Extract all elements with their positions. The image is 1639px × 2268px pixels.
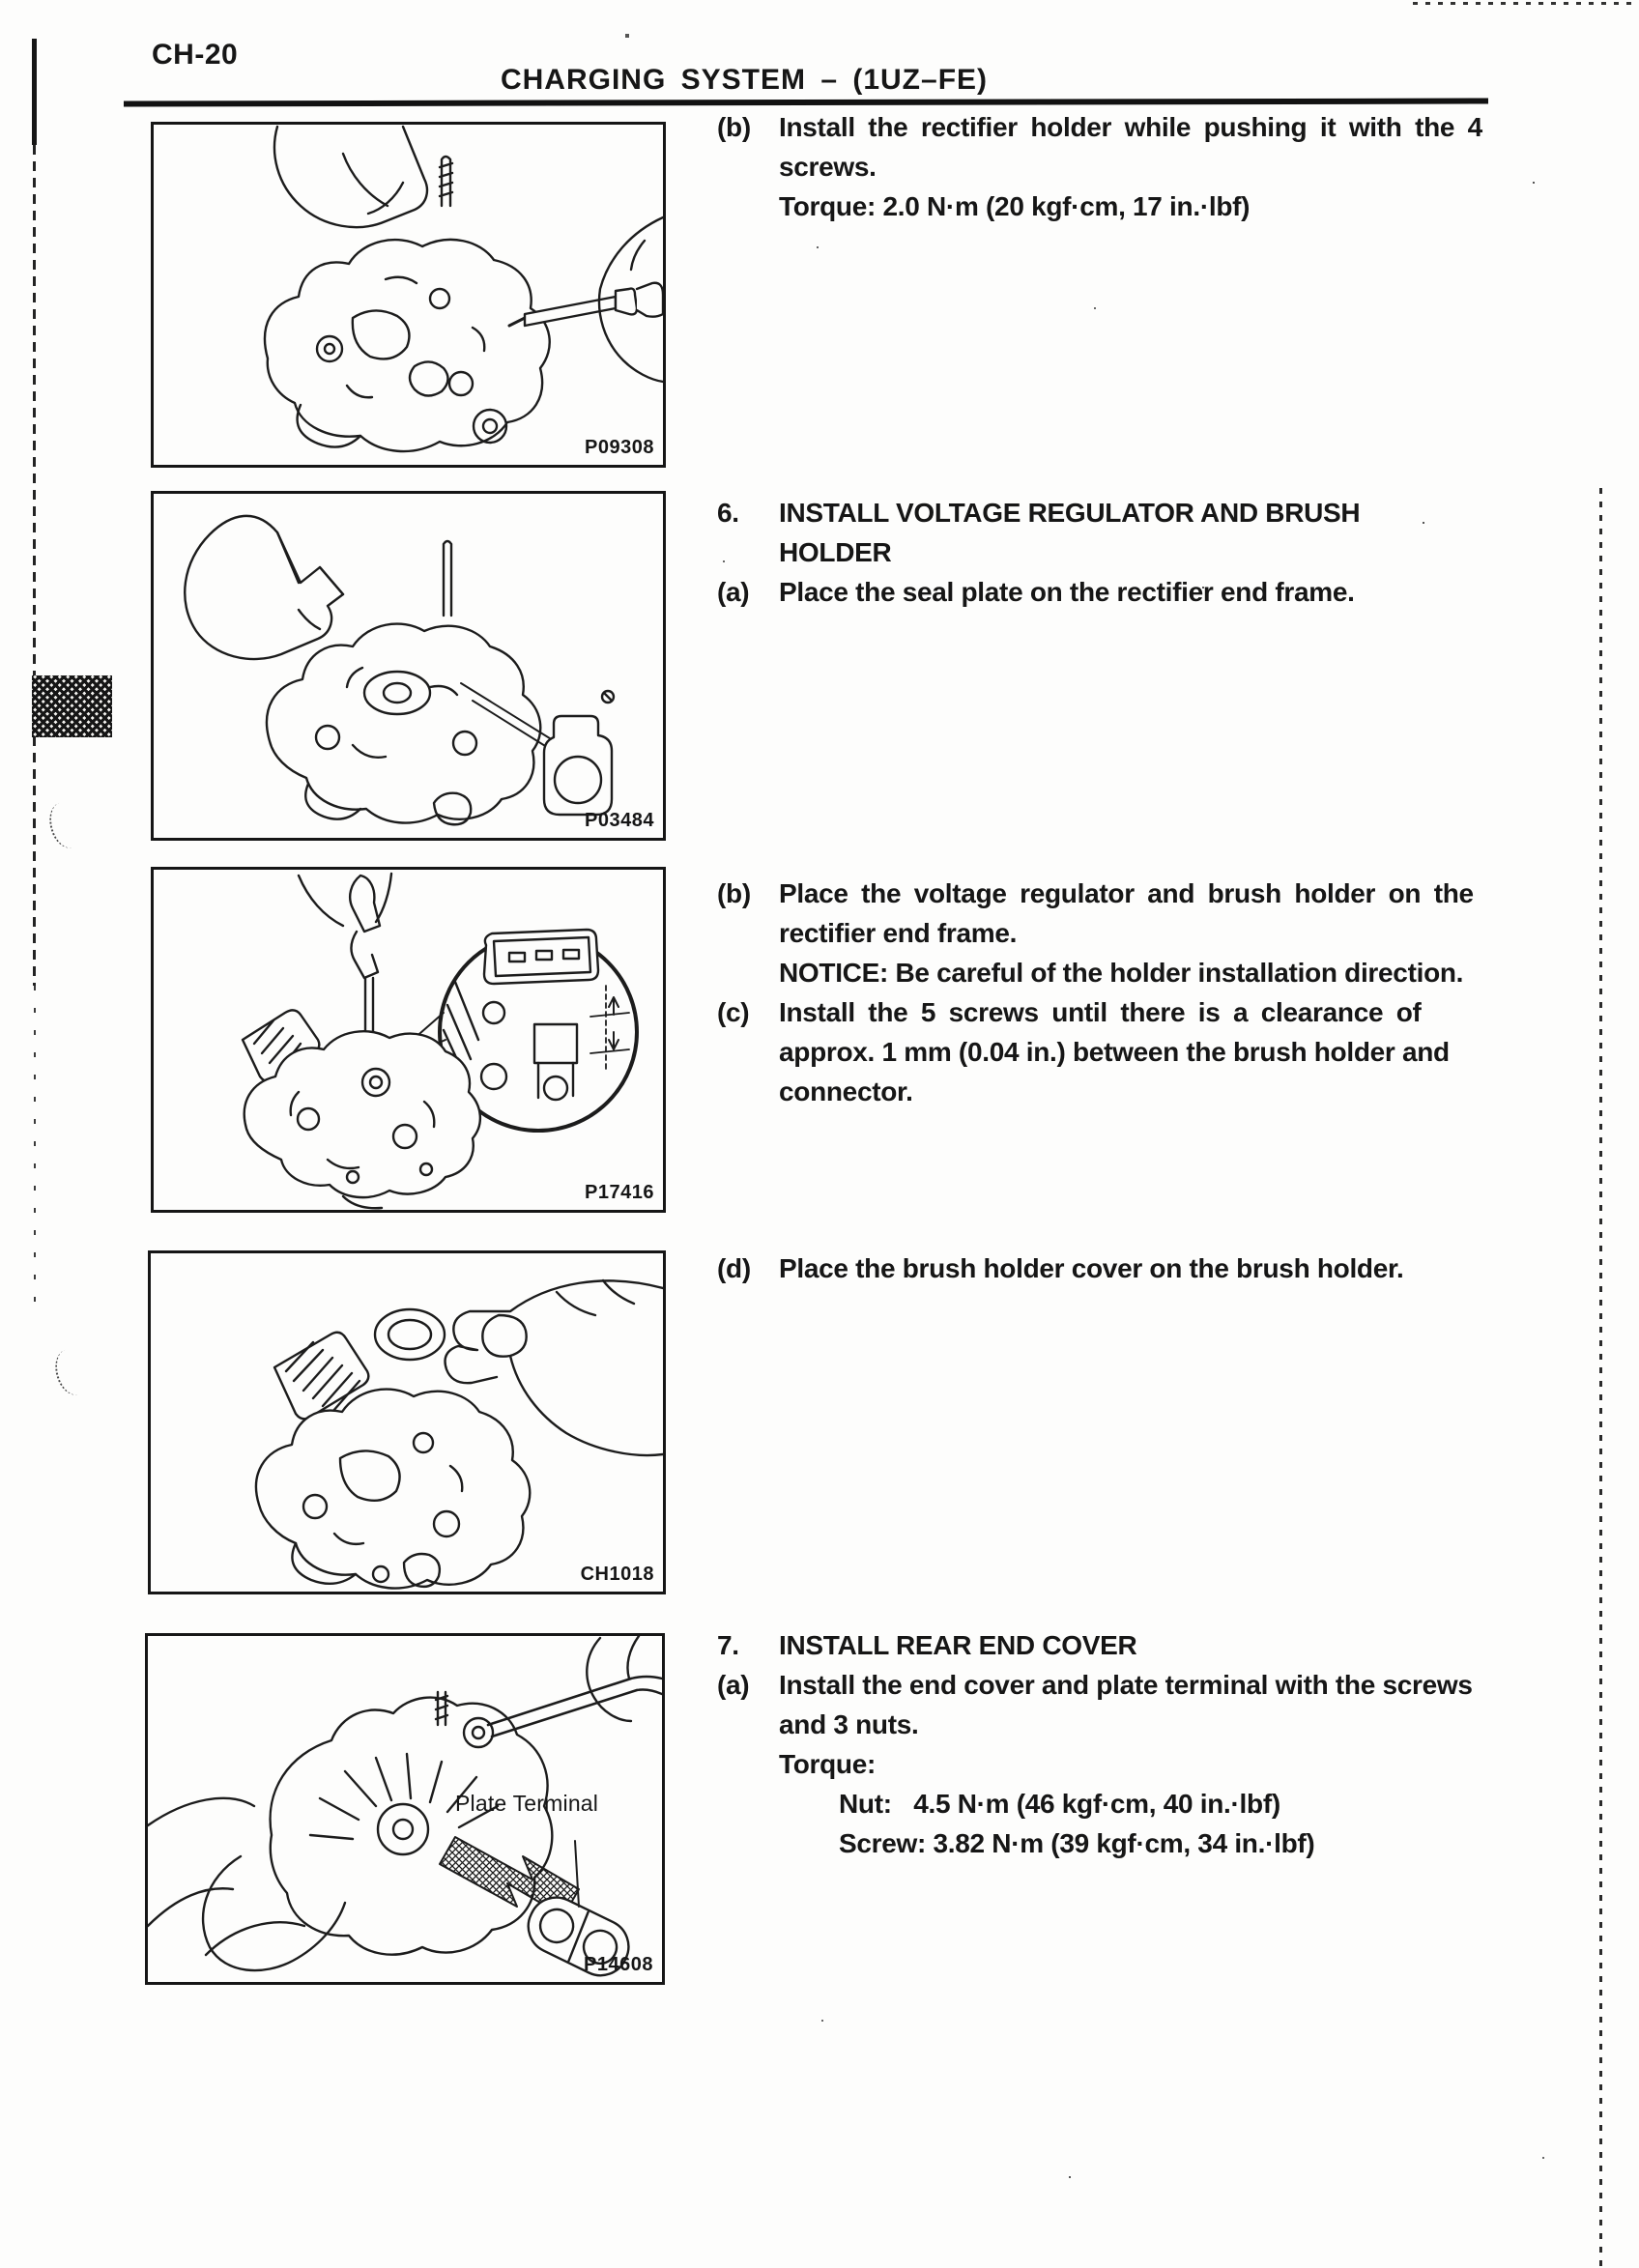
instruction-line [717,532,1502,572]
instruction-block-section-6 [717,493,1502,612]
step-marker: 7. [717,1630,739,1660]
step-text: rectifier end frame. [779,918,1018,948]
figure-code: P09308 [585,437,654,458]
step-text: screws. [779,152,877,182]
step-marker [717,953,779,992]
step-marker [717,1784,779,1823]
step-text: Place the brush holder cover on the brush holder. [779,1253,1404,1283]
instruction-block-rectifier-holder [717,107,1502,226]
step-text: connector. [779,1077,913,1106]
binding-edge-dashes [33,145,36,986]
figure-code: CH1018 [580,1564,654,1585]
step-marker [717,1072,779,1111]
header-rule [124,99,1488,107]
figure-box-5 [145,1633,665,1985]
figure-box-3 [151,867,666,1213]
instruction-line [717,572,1502,612]
step-marker [717,1032,779,1072]
figure-code: P14608 [584,1954,653,1975]
instruction-block-cover [717,1249,1502,1288]
step-text: Install the end cover and plate terminal with the screws [779,1670,1473,1700]
alternator-brush-holder-inset-drawing [154,870,663,1210]
instruction-block-regulator [717,874,1502,1111]
figure-box-1 [151,122,666,468]
instruction-line [717,1823,1502,1863]
step-text: INSTALL REAR END COVER [779,1630,1137,1660]
step-text: Install the 5 screws until there is a clearance of [779,997,1422,1027]
binding-edge-line [32,39,37,145]
page-number: CH-20 [152,39,239,71]
step-text: Place the seal plate on the rectifier end frame. [779,577,1355,607]
alternator-screwdriver-drawing [154,125,663,465]
step-marker: (b) [717,112,751,142]
step-marker [717,913,779,953]
instruction-line [717,1625,1502,1665]
step-text: Place the voltage regulator and brush holder on the [779,878,1474,908]
step-text: INSTALL VOLTAGE REGULATOR AND BRUSH [779,498,1361,528]
figure-code: P03484 [585,810,654,831]
figure-box-4 [148,1250,666,1594]
step-marker [717,532,779,572]
step-marker: (b) [717,878,751,908]
instruction-line [717,493,1502,532]
instruction-line [717,1665,1502,1705]
instruction-line [717,187,1502,226]
instruction-line [717,1705,1502,1744]
scan-curve-artifact [44,799,87,852]
page-edge-dots-right [1599,488,1602,2268]
step-text: Torque: 2.0 N·m (20 kgf·cm, 17 in.·lbf) [779,191,1251,221]
step-marker [717,147,779,187]
page-edge-dots-top [1413,2,1637,5]
section-thumb-tab [32,675,112,737]
instruction-line [717,1072,1502,1111]
step-marker: (a) [717,577,750,607]
step-text: approx. 1 mm (0.04 in.) between the brush holder and [779,1037,1450,1067]
page-title: CHARGING SYSTEM – (1UZ–FE) [500,64,989,96]
instruction-line [717,953,1502,992]
step-marker: (c) [717,997,750,1027]
step-marker: (d) [717,1253,751,1283]
step-text: NOTICE: Be careful of the holder installation direction. [779,958,1464,988]
scan-curve-artifact [50,1346,93,1399]
instruction-line [717,1032,1502,1072]
instruction-line [717,874,1502,913]
instruction-line [717,107,1502,147]
figure-code: P17416 [585,1182,654,1203]
step-marker [717,187,779,226]
plate-terminal-label: Plate Terminal [455,1791,599,1816]
step-marker: 6. [717,498,739,528]
instruction-line [717,147,1502,187]
step-text: Nut: 4.5 N·m (46 kgf·cm, 40 in.·lbf) [839,1789,1280,1819]
instruction-line [717,1249,1502,1288]
step-text: Torque: [779,1749,877,1779]
step-text: Screw: 3.82 N·m (39 kgf·cm, 34 in.·lbf) [839,1828,1315,1858]
step-text: Install the rectifier holder while pushing it with the 4 [779,112,1482,142]
step-text: HOLDER [779,537,892,567]
step-marker [717,1823,779,1863]
alternator-seal-plate-drawing [154,494,663,838]
instruction-line [717,913,1502,953]
binding-edge-dashes-lower [34,986,36,1314]
step-marker: (a) [717,1670,750,1700]
instruction-line [717,1744,1502,1784]
instruction-block-section-7 [717,1625,1502,1863]
step-marker [717,1705,779,1744]
step-text: and 3 nuts. [779,1709,919,1739]
scan-specks [0,0,2,2]
step-marker [717,1744,779,1784]
figure-box-2 [151,491,666,841]
brush-holder-cover-drawing [151,1253,663,1592]
instruction-line [717,1784,1502,1823]
instruction-line [717,992,1502,1032]
